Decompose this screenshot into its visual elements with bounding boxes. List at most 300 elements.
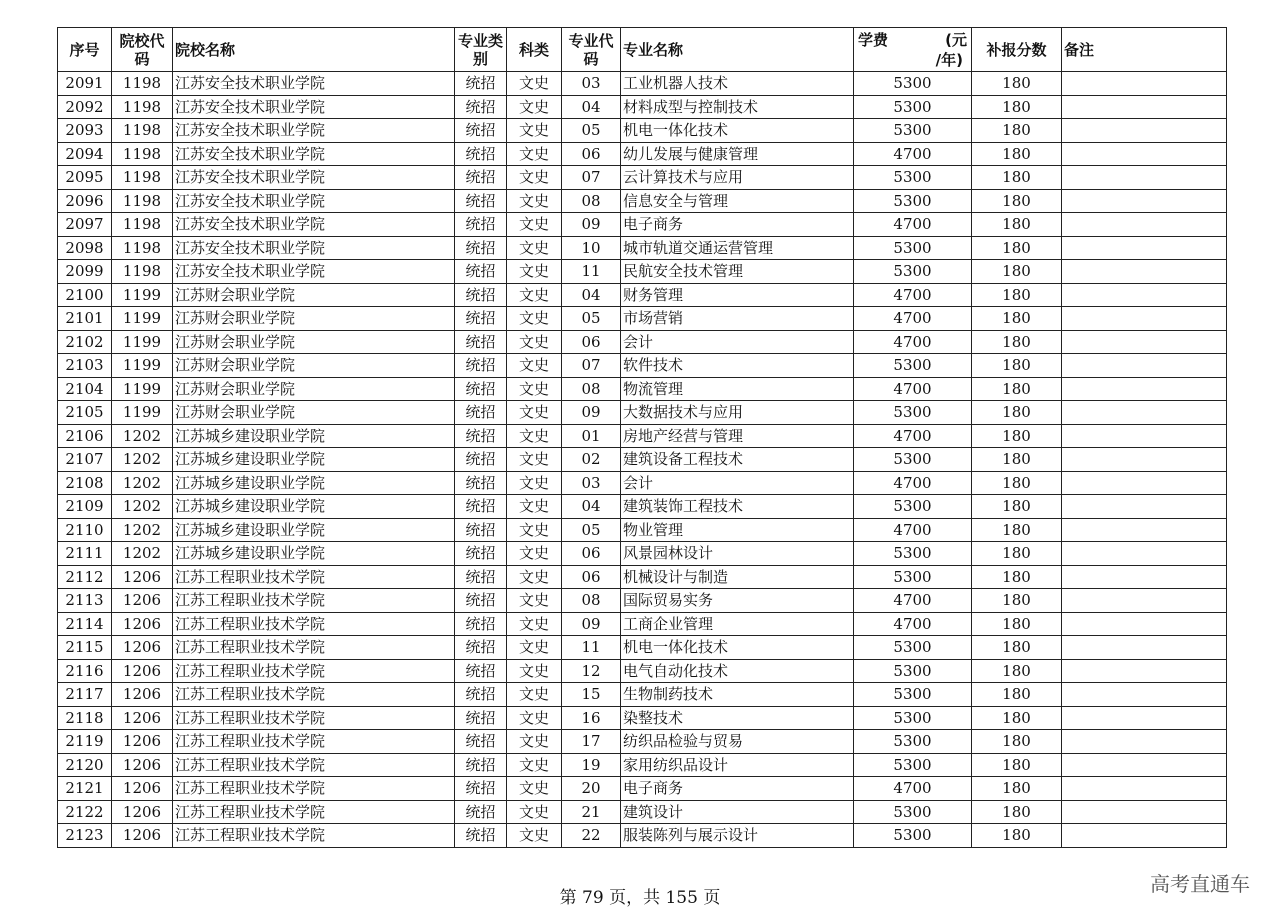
- cell-score: 180: [972, 307, 1062, 331]
- cell-remark: [1062, 636, 1227, 660]
- cell-school-code: 1199: [112, 330, 173, 354]
- cell-major-category: 统招: [455, 518, 507, 542]
- cell-major-code: 07: [562, 354, 621, 378]
- cell-subject: 文史: [507, 377, 562, 401]
- cell-school-code: 1206: [112, 612, 173, 636]
- cell-major-category: 统招: [455, 683, 507, 707]
- cell-major-name: 染整技术: [621, 706, 854, 730]
- cell-major-category: 统招: [455, 424, 507, 448]
- cell-subject: 文史: [507, 659, 562, 683]
- cell-fee: 5300: [854, 683, 972, 707]
- cell-score: 180: [972, 189, 1062, 213]
- table-body: [58, 72, 1227, 848]
- table-row: [58, 683, 1227, 707]
- cell-fee: 4700: [854, 330, 972, 354]
- table-row: [58, 753, 1227, 777]
- cell-seq: 2119: [58, 730, 112, 754]
- cell-score: 180: [972, 636, 1062, 660]
- cell-major-name: 房地产经营与管理: [621, 424, 854, 448]
- cell-major-name: 信息安全与管理: [621, 189, 854, 213]
- cell-school-name: 江苏工程职业技术学院: [173, 824, 455, 848]
- cell-remark: [1062, 377, 1227, 401]
- cell-remark: [1062, 824, 1227, 848]
- cell-score: 180: [972, 401, 1062, 425]
- cell-score: 180: [972, 706, 1062, 730]
- cell-fee: 4700: [854, 471, 972, 495]
- table-row: [58, 95, 1227, 119]
- cell-major-name: 云计算技术与应用: [621, 166, 854, 190]
- cell-major-code: 05: [562, 307, 621, 331]
- cell-score: 180: [972, 542, 1062, 566]
- cell-subject: 文史: [507, 636, 562, 660]
- cell-subject: 文史: [507, 72, 562, 96]
- cell-subject: 文史: [507, 683, 562, 707]
- cell-subject: 文史: [507, 307, 562, 331]
- cell-school-name: 江苏安全技术职业学院: [173, 142, 455, 166]
- cell-major-code: 10: [562, 236, 621, 260]
- cell-major-code: 03: [562, 72, 621, 96]
- cell-school-code: 1206: [112, 683, 173, 707]
- cell-major-code: 04: [562, 283, 621, 307]
- cell-subject: 文史: [507, 189, 562, 213]
- table-row: [58, 236, 1227, 260]
- cell-seq: 2112: [58, 565, 112, 589]
- cell-major-name: 工商企业管理: [621, 612, 854, 636]
- cell-major-category: 统招: [455, 401, 507, 425]
- cell-subject: 文史: [507, 589, 562, 613]
- cell-school-code: 1199: [112, 307, 173, 331]
- cell-remark: [1062, 471, 1227, 495]
- cell-fee: 5300: [854, 260, 972, 284]
- cell-remark: [1062, 589, 1227, 613]
- table-row: [58, 72, 1227, 96]
- cell-fee: 5300: [854, 72, 972, 96]
- cell-major-category: 统招: [455, 166, 507, 190]
- cell-fee: 5300: [854, 236, 972, 260]
- cell-seq: 2105: [58, 401, 112, 425]
- table-row: [58, 495, 1227, 519]
- cell-major-name: 风景园林设计: [621, 542, 854, 566]
- cell-school-name: 江苏安全技术职业学院: [173, 236, 455, 260]
- cell-score: 180: [972, 730, 1062, 754]
- cell-subject: 文史: [507, 518, 562, 542]
- cell-seq: 2094: [58, 142, 112, 166]
- cell-score: 180: [972, 777, 1062, 801]
- cell-remark: [1062, 777, 1227, 801]
- cell-school-name: 江苏工程职业技术学院: [173, 565, 455, 589]
- cell-fee: 5300: [854, 119, 972, 143]
- cell-major-category: 统招: [455, 542, 507, 566]
- cell-score: 180: [972, 142, 1062, 166]
- cell-score: 180: [972, 683, 1062, 707]
- cell-major-code: 21: [562, 800, 621, 824]
- cell-school-name: 江苏工程职业技术学院: [173, 683, 455, 707]
- cell-major-code: 07: [562, 166, 621, 190]
- cell-score: 180: [972, 166, 1062, 190]
- cell-school-name: 江苏财会职业学院: [173, 307, 455, 331]
- cell-seq: 2110: [58, 518, 112, 542]
- cell-school-code: 1198: [112, 166, 173, 190]
- cell-fee: 4700: [854, 612, 972, 636]
- table-row: [58, 354, 1227, 378]
- cell-major-category: 统招: [455, 800, 507, 824]
- cell-score: 180: [972, 471, 1062, 495]
- cell-school-name: 江苏安全技术职业学院: [173, 260, 455, 284]
- cell-school-code: 1199: [112, 377, 173, 401]
- cell-seq: 2106: [58, 424, 112, 448]
- cell-school-name: 江苏城乡建设职业学院: [173, 518, 455, 542]
- cell-school-name: 江苏安全技术职业学院: [173, 189, 455, 213]
- cell-major-code: 05: [562, 119, 621, 143]
- cell-school-name: 江苏工程职业技术学院: [173, 730, 455, 754]
- cell-subject: 文史: [507, 166, 562, 190]
- cell-major-name: 材料成型与控制技术: [621, 95, 854, 119]
- cell-school-code: 1206: [112, 706, 173, 730]
- cell-subject: 文史: [507, 824, 562, 848]
- table-row: [58, 448, 1227, 472]
- cell-major-code: 02: [562, 448, 621, 472]
- table-row: [58, 142, 1227, 166]
- cell-seq: 2117: [58, 683, 112, 707]
- cell-major-name: 建筑设备工程技术: [621, 448, 854, 472]
- cell-major-code: 04: [562, 495, 621, 519]
- cell-subject: 文史: [507, 542, 562, 566]
- cell-major-name: 电子商务: [621, 213, 854, 237]
- cell-school-code: 1206: [112, 777, 173, 801]
- cell-major-category: 统招: [455, 777, 507, 801]
- cell-major-category: 统招: [455, 730, 507, 754]
- cell-school-name: 江苏安全技术职业学院: [173, 213, 455, 237]
- cell-major-code: 09: [562, 401, 621, 425]
- cell-score: 180: [972, 824, 1062, 848]
- table-row: [58, 424, 1227, 448]
- cell-seq: 2120: [58, 753, 112, 777]
- page-footer: 第 79 页，共 155 页: [559, 888, 721, 908]
- cell-seq: 2104: [58, 377, 112, 401]
- cell-remark: [1062, 189, 1227, 213]
- cell-remark: [1062, 753, 1227, 777]
- cell-school-code: 1206: [112, 636, 173, 660]
- cell-school-name: 江苏城乡建设职业学院: [173, 542, 455, 566]
- header-row: [58, 28, 1227, 72]
- cell-major-category: 统招: [455, 448, 507, 472]
- cell-major-name: 市场营销: [621, 307, 854, 331]
- cell-remark: [1062, 683, 1227, 707]
- cell-remark: [1062, 307, 1227, 331]
- cell-major-name: 物业管理: [621, 518, 854, 542]
- cell-school-code: 1206: [112, 800, 173, 824]
- cell-school-code: 1198: [112, 72, 173, 96]
- cell-remark: [1062, 542, 1227, 566]
- cell-subject: 文史: [507, 730, 562, 754]
- cell-score: 180: [972, 612, 1062, 636]
- cell-major-code: 11: [562, 636, 621, 660]
- cell-subject: 文史: [507, 753, 562, 777]
- cell-major-category: 统招: [455, 189, 507, 213]
- cell-school-code: 1202: [112, 448, 173, 472]
- cell-seq: 2123: [58, 824, 112, 848]
- cell-major-code: 04: [562, 95, 621, 119]
- cell-major-code: 17: [562, 730, 621, 754]
- cell-remark: [1062, 95, 1227, 119]
- table-row: [58, 213, 1227, 237]
- cell-seq: 2102: [58, 330, 112, 354]
- cell-subject: 文史: [507, 283, 562, 307]
- cell-subject: 文史: [507, 777, 562, 801]
- cell-major-code: 06: [562, 565, 621, 589]
- cell-fee: 4700: [854, 589, 972, 613]
- cell-subject: 文史: [507, 95, 562, 119]
- cell-school-name: 江苏安全技术职业学院: [173, 72, 455, 96]
- header-score: 补报分数: [972, 28, 1062, 72]
- header-fee-label: 学费: [858, 31, 889, 49]
- cell-seq: 2096: [58, 189, 112, 213]
- cell-school-name: 江苏财会职业学院: [173, 377, 455, 401]
- cell-major-name: 会计: [621, 330, 854, 354]
- table-row: [58, 330, 1227, 354]
- cell-major-category: 统招: [455, 495, 507, 519]
- cell-seq: 2098: [58, 236, 112, 260]
- table-row: [58, 260, 1227, 284]
- cell-fee: 5300: [854, 495, 972, 519]
- cell-school-code: 1206: [112, 565, 173, 589]
- cell-subject: 文史: [507, 706, 562, 730]
- cell-school-name: 江苏安全技术职业学院: [173, 166, 455, 190]
- cell-seq: 2092: [58, 95, 112, 119]
- cell-remark: [1062, 706, 1227, 730]
- table-row: [58, 565, 1227, 589]
- cell-remark: [1062, 565, 1227, 589]
- cell-major-name: 机电一体化技术: [621, 119, 854, 143]
- cell-major-category: 统招: [455, 213, 507, 237]
- cell-score: 180: [972, 800, 1062, 824]
- cell-seq: 2100: [58, 283, 112, 307]
- cell-school-code: 1198: [112, 260, 173, 284]
- cell-score: 180: [972, 495, 1062, 519]
- cell-remark: [1062, 730, 1227, 754]
- cell-major-name: 软件技术: [621, 354, 854, 378]
- header-major-category: 专业类别: [455, 28, 507, 72]
- cell-fee: 5300: [854, 800, 972, 824]
- cell-major-category: 统招: [455, 283, 507, 307]
- cell-major-code: 08: [562, 589, 621, 613]
- table-row: [58, 189, 1227, 213]
- cell-remark: [1062, 612, 1227, 636]
- cell-subject: 文史: [507, 401, 562, 425]
- cell-remark: [1062, 424, 1227, 448]
- cell-major-category: 统招: [455, 589, 507, 613]
- cell-school-name: 江苏工程职业技术学院: [173, 800, 455, 824]
- cell-subject: 文史: [507, 119, 562, 143]
- cell-score: 180: [972, 589, 1062, 613]
- cell-remark: [1062, 119, 1227, 143]
- cell-school-name: 江苏安全技术职业学院: [173, 95, 455, 119]
- cell-score: 180: [972, 377, 1062, 401]
- cell-major-category: 统招: [455, 260, 507, 284]
- cell-remark: [1062, 283, 1227, 307]
- cell-school-code: 1198: [112, 213, 173, 237]
- cell-school-name: 江苏工程职业技术学院: [173, 777, 455, 801]
- cell-fee: 5300: [854, 824, 972, 848]
- cell-score: 180: [972, 424, 1062, 448]
- cell-subject: 文史: [507, 142, 562, 166]
- cell-major-category: 统招: [455, 119, 507, 143]
- cell-fee: 5300: [854, 730, 972, 754]
- cell-school-name: 江苏财会职业学院: [173, 283, 455, 307]
- cell-major-code: 06: [562, 330, 621, 354]
- table-row: [58, 377, 1227, 401]
- cell-major-category: 统招: [455, 659, 507, 683]
- cell-score: 180: [972, 95, 1062, 119]
- cell-subject: 文史: [507, 448, 562, 472]
- cell-fee: 5300: [854, 189, 972, 213]
- cell-major-name: 民航安全技术管理: [621, 260, 854, 284]
- cell-major-name: 家用纺织品设计: [621, 753, 854, 777]
- cell-major-code: 03: [562, 471, 621, 495]
- table-row: [58, 166, 1227, 190]
- cell-seq: 2114: [58, 612, 112, 636]
- cell-fee: 4700: [854, 377, 972, 401]
- cell-seq: 2121: [58, 777, 112, 801]
- cell-school-code: 1198: [112, 142, 173, 166]
- cell-school-name: 江苏工程职业技术学院: [173, 659, 455, 683]
- cell-score: 180: [972, 565, 1062, 589]
- cell-school-name: 江苏工程职业技术学院: [173, 636, 455, 660]
- cell-seq: 2097: [58, 213, 112, 237]
- cell-remark: [1062, 236, 1227, 260]
- cell-school-code: 1198: [112, 189, 173, 213]
- cell-remark: [1062, 518, 1227, 542]
- cell-major-name: 工业机器人技术: [621, 72, 854, 96]
- cell-major-name: 机械设计与制造: [621, 565, 854, 589]
- cell-score: 180: [972, 213, 1062, 237]
- header-major-name: 专业名称: [621, 28, 854, 72]
- cell-school-name: 江苏财会职业学院: [173, 330, 455, 354]
- cell-school-code: 1206: [112, 589, 173, 613]
- cell-seq: 2109: [58, 495, 112, 519]
- table-row: [58, 307, 1227, 331]
- cell-fee: 5300: [854, 166, 972, 190]
- table-row: [58, 589, 1227, 613]
- cell-subject: 文史: [507, 330, 562, 354]
- cell-school-name: 江苏城乡建设职业学院: [173, 424, 455, 448]
- cell-remark: [1062, 166, 1227, 190]
- cell-remark: [1062, 800, 1227, 824]
- cell-major-code: 06: [562, 142, 621, 166]
- cell-fee: 5300: [854, 95, 972, 119]
- cell-school-name: 江苏工程职业技术学院: [173, 753, 455, 777]
- table-row: [58, 542, 1227, 566]
- cell-major-name: 建筑设计: [621, 800, 854, 824]
- table-row: [58, 612, 1227, 636]
- cell-major-name: 国际贸易实务: [621, 589, 854, 613]
- cell-school-code: 1202: [112, 518, 173, 542]
- table-row: [58, 800, 1227, 824]
- cell-school-code: 1206: [112, 659, 173, 683]
- cell-major-name: 幼儿发展与健康管理: [621, 142, 854, 166]
- cell-seq: 2107: [58, 448, 112, 472]
- cell-major-name: 会计: [621, 471, 854, 495]
- cell-subject: 文史: [507, 495, 562, 519]
- cell-remark: [1062, 142, 1227, 166]
- table-row: [58, 518, 1227, 542]
- table-row: [58, 824, 1227, 848]
- cell-school-name: 江苏工程职业技术学院: [173, 589, 455, 613]
- cell-school-name: 江苏工程职业技术学院: [173, 612, 455, 636]
- cell-major-category: 统招: [455, 236, 507, 260]
- cell-major-name: 生物制药技术: [621, 683, 854, 707]
- cell-school-name: 江苏安全技术职业学院: [173, 119, 455, 143]
- cell-subject: 文史: [507, 213, 562, 237]
- cell-school-code: 1206: [112, 753, 173, 777]
- cell-fee: 5300: [854, 354, 972, 378]
- cell-school-code: 1199: [112, 401, 173, 425]
- cell-major-category: 统招: [455, 753, 507, 777]
- cell-remark: [1062, 330, 1227, 354]
- admission-table: [57, 27, 1227, 848]
- header-major-code: 专业代码: [562, 28, 621, 72]
- cell-major-name: 电气自动化技术: [621, 659, 854, 683]
- cell-major-code: 09: [562, 213, 621, 237]
- cell-fee: 4700: [854, 213, 972, 237]
- cell-seq: 2095: [58, 166, 112, 190]
- table-row: [58, 659, 1227, 683]
- table-row: [58, 636, 1227, 660]
- cell-remark: [1062, 213, 1227, 237]
- cell-subject: 文史: [507, 612, 562, 636]
- cell-fee: 5300: [854, 565, 972, 589]
- cell-remark: [1062, 260, 1227, 284]
- cell-school-code: 1206: [112, 730, 173, 754]
- cell-score: 180: [972, 518, 1062, 542]
- cell-seq: 2103: [58, 354, 112, 378]
- cell-school-name: 江苏城乡建设职业学院: [173, 495, 455, 519]
- cell-seq: 2093: [58, 119, 112, 143]
- cell-subject: 文史: [507, 424, 562, 448]
- table-row: [58, 471, 1227, 495]
- cell-fee: 5300: [854, 659, 972, 683]
- cell-fee: 5300: [854, 448, 972, 472]
- cell-major-name: 纺织品检验与贸易: [621, 730, 854, 754]
- cell-major-code: 19: [562, 753, 621, 777]
- cell-school-name: 江苏城乡建设职业学院: [173, 471, 455, 495]
- cell-major-category: 统招: [455, 565, 507, 589]
- cell-major-code: 06: [562, 542, 621, 566]
- cell-fee: 5300: [854, 636, 972, 660]
- cell-major-code: 20: [562, 777, 621, 801]
- cell-school-code: 1198: [112, 95, 173, 119]
- cell-school-code: 1198: [112, 236, 173, 260]
- cell-major-category: 统招: [455, 354, 507, 378]
- header-fee: [854, 28, 972, 72]
- header-school-code: 院校代码: [112, 28, 173, 72]
- header-subject: 科类: [507, 28, 562, 72]
- cell-subject: 文史: [507, 471, 562, 495]
- cell-fee: 4700: [854, 518, 972, 542]
- cell-score: 180: [972, 72, 1062, 96]
- cell-score: 180: [972, 753, 1062, 777]
- header-fee-unit-close: /年): [935, 51, 963, 69]
- cell-seq: 2099: [58, 260, 112, 284]
- cell-remark: [1062, 659, 1227, 683]
- cell-major-code: 05: [562, 518, 621, 542]
- cell-subject: 文史: [507, 236, 562, 260]
- cell-major-code: 08: [562, 189, 621, 213]
- cell-fee: 5300: [854, 542, 972, 566]
- cell-school-code: 1206: [112, 824, 173, 848]
- cell-major-name: 财务管理: [621, 283, 854, 307]
- cell-school-name: 江苏城乡建设职业学院: [173, 448, 455, 472]
